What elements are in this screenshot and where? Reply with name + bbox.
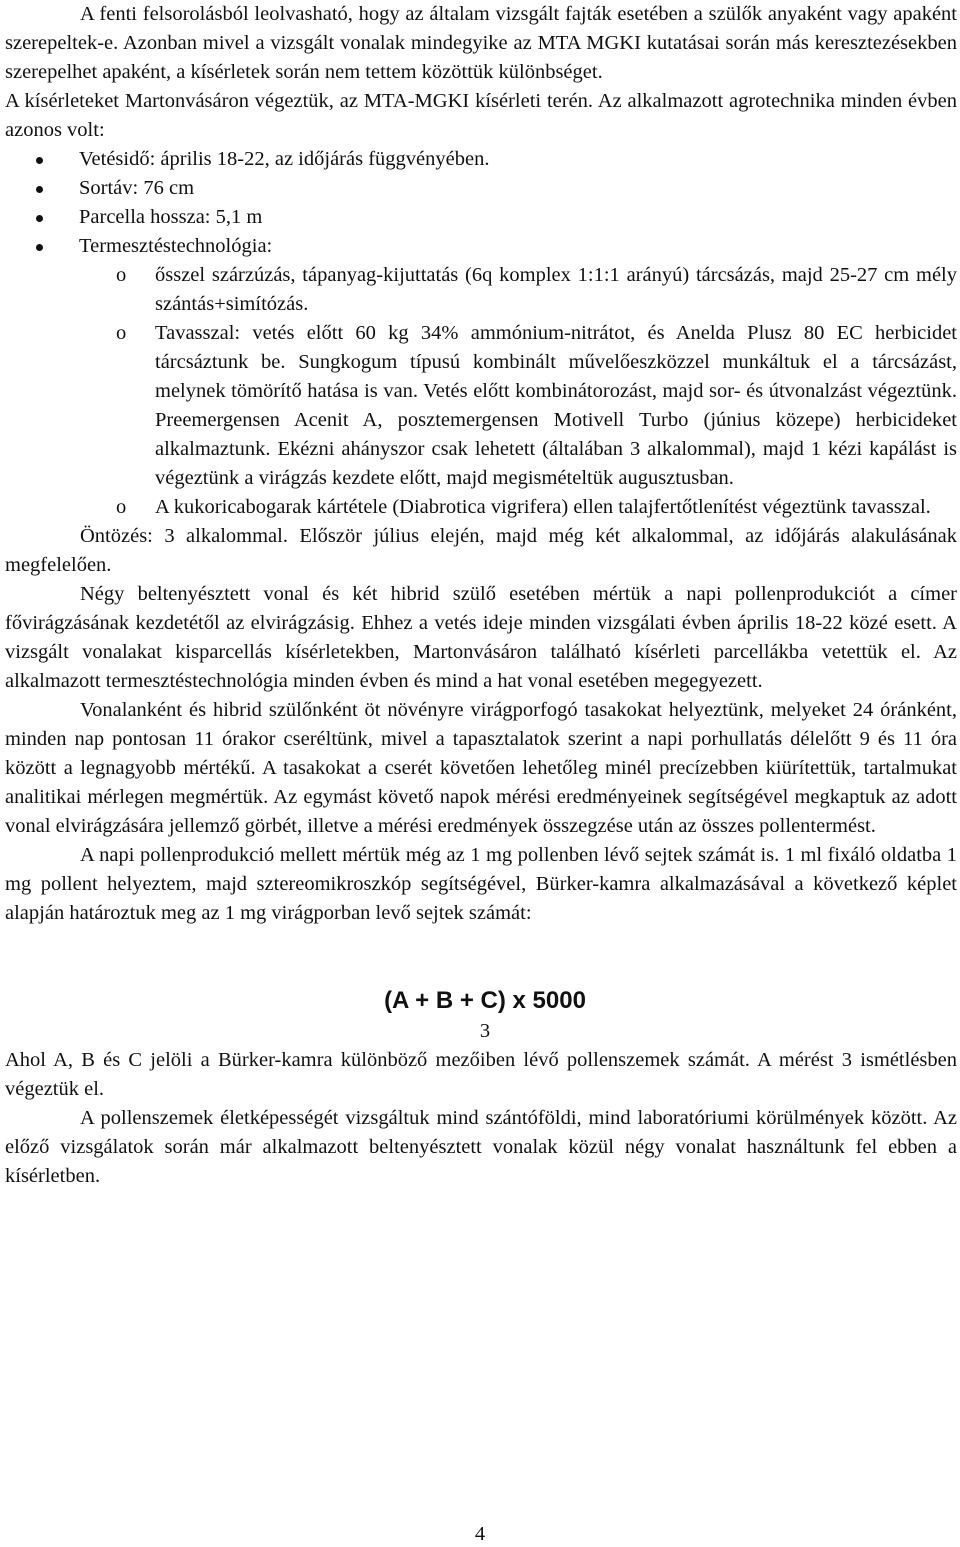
document-page <box>5 0 957 1191</box>
agrotechnics-list <box>5 145 957 522</box>
list-item-technology <box>79 232 957 522</box>
paragraph-cell-count: A napi pollenprodukció mellett mértük még az 1 mg pollenben lévő sejtek számát is. 1 ml fixáló oldatba 1 mg pollent helyeztem, majd sztereomikroszkóp segítségével, Bürker-kamra alkalmazásával a következő képlet alapján határoztuk meg az 1 mg virágporban levő sejtek számát: <box>5 844 957 924</box>
formula-denominator: 3 <box>479 1020 491 1042</box>
formula-numerator: (A + B + C) x 5000 <box>384 987 586 1014</box>
list-item-sowing-date: Vetésidő: április 18-22, az időjárás függvényében. <box>79 145 957 174</box>
page-number: 4 <box>474 1523 486 1545</box>
paragraph-formula-explanation: Ahol A, B és C jelöli a Bürker-kamra különböző mezőiben lévő pollenszemek számát. A mérést 3 ismétlésben végeztük el. <box>5 1049 957 1100</box>
list-item-technology-label: Termesztéstechnológia: <box>79 235 273 257</box>
paragraph-irrigation: Öntözés: 3 alkalommal. Először július elején, majd még két alkalommal, az időjárás alakulásának megfelelően. <box>5 525 957 576</box>
technology-sublist <box>79 261 957 522</box>
list-item-row-spacing: Sortáv: 76 cm <box>79 174 957 203</box>
list-item-plot-length: Parcella hossza: 5,1 m <box>79 203 957 232</box>
sublist-item-pest-control: o A kukoricabogarak kártétele (Diabrotica vigrifera) ellen talajfertőtlenítést végeztünk tavasszal. <box>155 493 957 522</box>
paragraph-viability: A pollenszemek életképességét vizsgáltuk mind szántóföldi, mind laboratóriumi körülmények között. Az előző vizsgálatok során már alkalmazott beltenyésztett vonalak közül négy vonalat használtunk fel ebben a kísérletben. <box>5 1107 957 1187</box>
paragraph-location: A kísérleteket Martonvásáron végeztük, az MTA-MGKI kísérleti terén. Az alkalmazott agrotechnika minden évben azonos volt: <box>5 90 957 141</box>
paragraph-pollen-bags: Vonalanként és hibrid szülőnként öt növényre virágporfogó tasakokat helyeztünk, melyeket 24 óránként, minden nap pontosan 11 órakor cseréltünk, mivel a tapasztalatok szerint a napi porhullatás délelőtt 9 és 11 óra között a legnagyobb mértékű. A tasakokat a cserét követően lehetőleg minél precízebben kiürítettük, tartalmukat analitikai mérlegen megmértük. Az egymást követő napok mérési eredményeinek segítségével megkaptuk az adott vonal elvirágzására jellemző görbét, illetve a mérési eredmények összegzése után az összes pollentermést. <box>5 699 957 837</box>
paragraph-pollen-production: Négy beltenyésztett vonal és két hibrid szülő esetében mértük a napi pollenprodukciót a címer fővirágzásának kezdetétől az elvirágzásig. Ehhez a vetés ideje minden vizsgálati évben április 18-22 közé esett. A vizsgált vonalakat kisparcellás kísérletekben, Martonvásáron található kísérleti parcellákba vetettük el. Az alkalmazott termesztéstechnológia minden évben és mind a hat vonal esetében megegyezett. <box>5 583 957 692</box>
sublist-item-spring: o Tavasszal: vetés előtt 60 kg 34% ammónium-nitrátot, és Anelda Plusz 80 EC herbicidet tárcsáztunk be. Sungkogum típusú kombinált művelőeszközzel munkáltuk el a tárcsázást, melynek tömörítő hatása is van. Vetés előtt kombinátorozást, majd sor- és útvonalzást végeztünk. Preemergensen Acenit A, posztemergensen Motivell Turbo (június közepe) herbicideket alkalmaztunk. Ekézni ahányszor csak lehetett (általában 3 alkalommal), majd 1 kézi kapálást is végeztünk a virágzás kezdete előtt, majd megismételtük augusztusban. <box>155 319 957 493</box>
paragraph-parent-roles: A fenti felsorolásból leolvasható, hogy az általam vizsgált fajták esetében a szülők anyaként vagy apaként szerepeltek-e. Azonban mivel a vizsgált vonalak mindegyike az MTA MGKI kutatásai során más keresztezésekben szerepelhet apaként, a kísérletek során nem tettem közöttük különbséget. <box>5 3 957 83</box>
sublist-item-autumn: o ősszel szárzúzás, tápanyag-kijuttatás (6q komplex 1:1:1 arányú) tárcsázás, majd 25-27 cm mély szántás+simítózás. <box>155 261 957 319</box>
